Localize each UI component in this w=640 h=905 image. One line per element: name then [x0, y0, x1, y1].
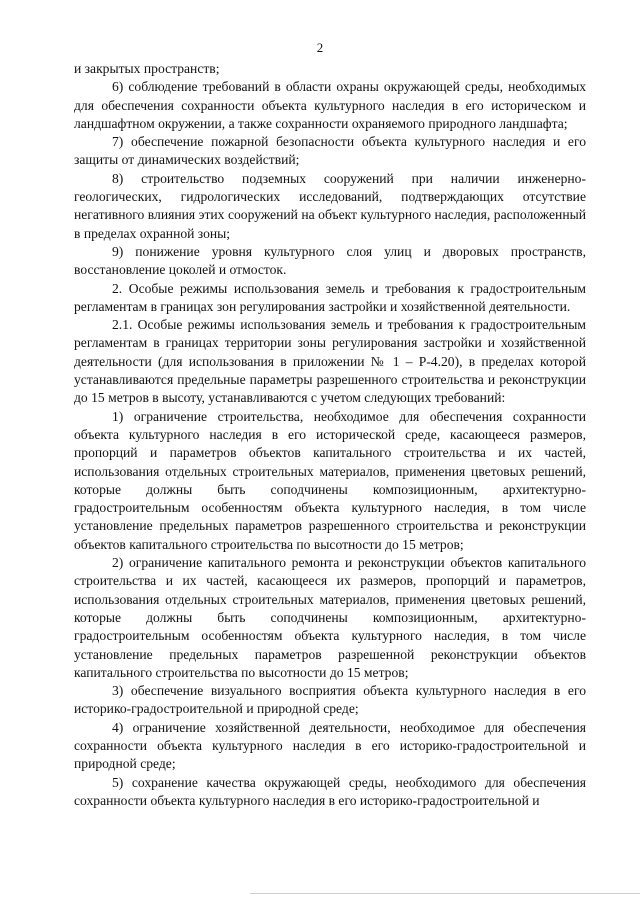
- paragraph-requirement-3: 3) обеспечение визуального восприятия объекта культурного наследия в его историко-градостроительной и природной среде;: [74, 683, 586, 717]
- paragraph-requirement-5: 5) сохранение качества окружающей среды, необходимого для обеспечения сохранности объекта культурного наследия в его историко-градостроительной и: [74, 774, 586, 808]
- section-2-1-paragraph: 2.1. Особые режимы использования земель и требования к градостроительным регламентам в границах территории зоны регулирования застройки и хозяйственной деятельности (для использования в приложении № 1 – Р-4.20), в пределах которой устанавливаются предельные параметры разрешенного строительства и реконструкции до 15 метров в высоту, устанавливаются с учетом следующих требований:: [74, 317, 586, 406]
- page-number: 2: [316, 40, 324, 55]
- paragraph-item-6: 6) соблюдение требований в области охраны окружающей среды, необходимых для обеспечения сохранности объекта культурного наследия в его историческом и ландшафтном окружении, а также сохранности охраняемого природного ландшафта;: [74, 79, 586, 131]
- document-body: [74, 60, 586, 810]
- paragraph-requirement-2: 2) ограничение капитального ремонта и реконструкции объектов капитального строительства и их частей, касающееся их размеров, пропорций и параметров, использования отдельных строительных материалов, применения цветовых решений, которые должны быть соподчинены композиционным, архитектурно-градостроительным особенностям объекта культурного наследия, в том числе установление предельных параметров разрешенной реконструкции объектов капитального строительства по высотности до 15 метров;: [74, 555, 586, 680]
- scan-edge-line: [250, 893, 640, 894]
- paragraph-item-7: 7) обеспечение пожарной безопасности объекта культурного наследия и его защиты от динамических воздействий;: [74, 134, 586, 168]
- paragraph-item-9: 9) понижение уровня культурного слоя улиц и дворовых пространств, восстановление цоколей и отмосток.: [74, 243, 586, 278]
- paragraph-continuation: и закрытых пространств;: [74, 61, 220, 76]
- paragraph-item-8: 8) строительство подземных сооружений при наличии инженерно-геологических, гидрологических исследований, подтверждающих отсутствие негативного влияния этих сооружений на объект культурного наследия, расположенный в пределах охранной зоны;: [74, 170, 586, 241]
- paragraph-requirement-4: 4) ограничение хозяйственной деятельности, необходимое для обеспечения сохранности объекта культурного наследия в его историко-градостроительной и природной среде;: [74, 719, 586, 772]
- section-2-heading: 2. Особые режимы использования земель и требования к градостроительным регламентам в границах зон регулирования застройки и хозяйственной деятельности.: [74, 280, 586, 314]
- paragraph-requirement-1: 1) ограничение строительства, необходимое для обеспечения сохранности объекта культурного наследия в его исторической среде, касающееся размеров, пропорций и параметров объектов капитального строительства и их частей, использования отдельных строительных материалов, применения цветовых решений, которые должны быть соподчинены композиционным, архитектурно-градостроительным особенностям объекта культурного наследия, в том числе установление предельных параметров разрешенного строительства и реконструкции объектов капитального строительства по высотности до 15 метров;: [74, 408, 586, 552]
